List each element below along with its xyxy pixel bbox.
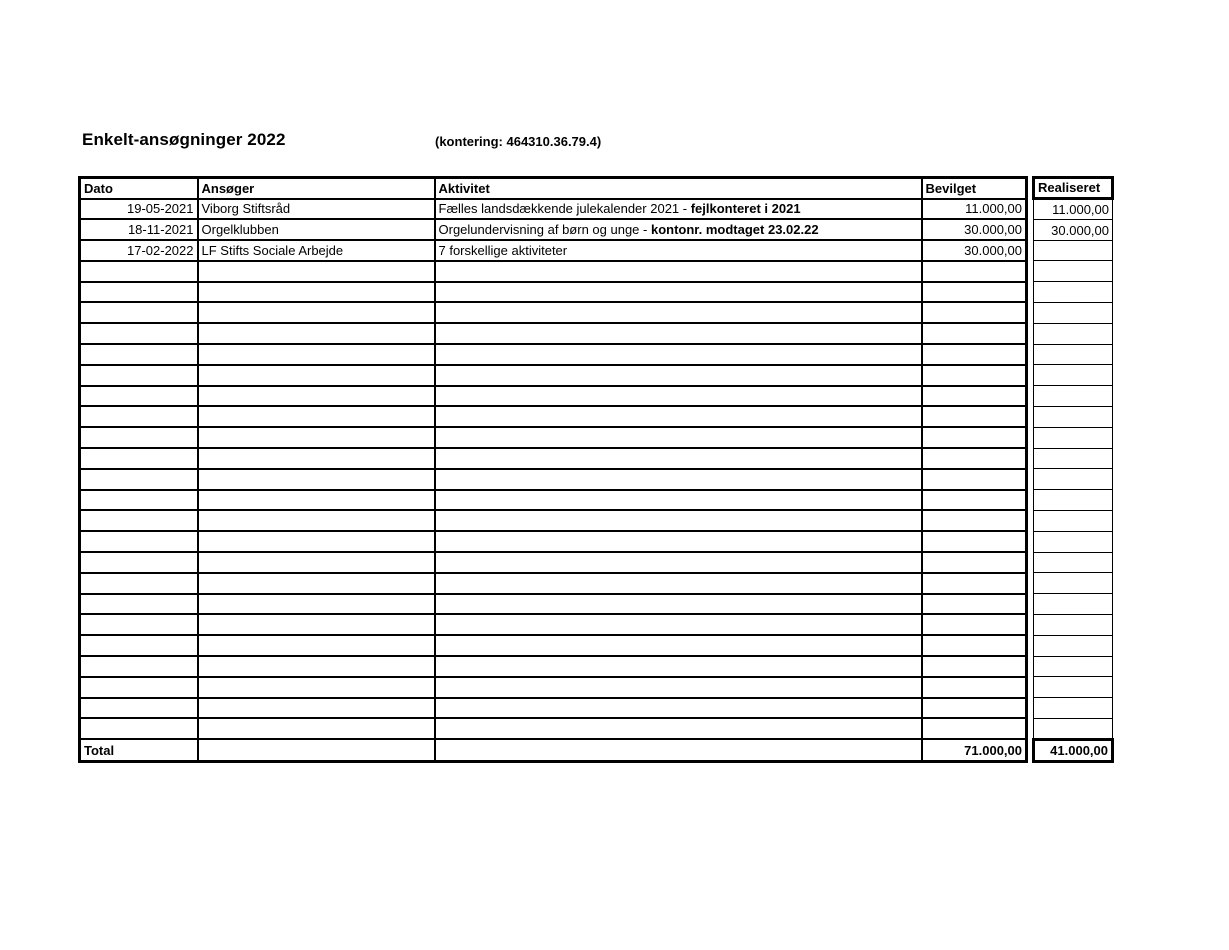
cell-realiseret	[1034, 718, 1113, 739]
empty-row	[80, 386, 1027, 407]
empty-row	[1034, 406, 1113, 427]
empty-row	[1034, 573, 1113, 594]
cell-aktivitet	[435, 240, 922, 261]
table-row	[80, 199, 1027, 220]
cell-bevilget	[922, 323, 1027, 344]
cell-bevilget	[922, 698, 1027, 719]
cell-ansoger	[198, 469, 435, 490]
total-ansoger-empty	[198, 739, 435, 762]
cell-realiseret	[1034, 698, 1113, 719]
cell-bevilget	[922, 531, 1027, 552]
empty-row	[1034, 718, 1113, 739]
cell-ansoger	[198, 552, 435, 573]
aktivitet-note-bold: fejlkonteret i 2021	[690, 201, 801, 217]
empty-row	[1034, 656, 1113, 677]
cell-aktivitet	[435, 510, 922, 531]
cell-ansoger	[198, 490, 435, 511]
empty-row	[1034, 490, 1113, 511]
cell-bevilget	[922, 552, 1027, 573]
cell-aktivitet	[435, 406, 922, 427]
cell-aktivitet	[435, 282, 922, 303]
cell-dato	[80, 490, 198, 511]
empty-row	[1034, 677, 1113, 698]
cell-aktivitet	[435, 386, 922, 407]
cell-aktivitet	[435, 531, 922, 552]
cell-realiseret	[1034, 635, 1113, 656]
cell-ansoger	[198, 448, 435, 469]
cell-ansoger	[198, 406, 435, 427]
empty-row	[1034, 344, 1113, 365]
aktivitet-text: Orgelundervisning af børn og unge -	[438, 222, 651, 238]
header-bevilget: Bevilget	[922, 178, 1027, 199]
total-row	[1034, 739, 1113, 762]
cell-bevilget	[922, 406, 1027, 427]
cell-aktivitet	[435, 448, 922, 469]
cell-bevilget	[922, 573, 1027, 594]
cell-bevilget	[922, 490, 1027, 511]
empty-row	[1034, 635, 1113, 656]
empty-row	[80, 573, 1027, 594]
empty-row	[80, 448, 1027, 469]
cell-aktivitet	[435, 490, 922, 511]
cell-ansoger	[198, 718, 435, 739]
empty-row	[80, 469, 1027, 490]
header-dato: Dato	[80, 178, 198, 199]
cell-dato: 18-11-2021	[80, 219, 198, 240]
cell-aktivitet	[435, 427, 922, 448]
empty-row	[1034, 323, 1113, 344]
cell-dato	[80, 635, 198, 656]
cell-bevilget	[922, 594, 1027, 615]
cell-ansoger	[198, 302, 435, 323]
cell-realiseret	[1034, 406, 1113, 427]
empty-row	[1034, 594, 1113, 615]
cell-ansoger: LF Stifts Sociale Arbejde	[198, 240, 435, 261]
empty-row	[80, 677, 1027, 698]
cell-dato	[80, 698, 198, 719]
cell-dato	[80, 677, 198, 698]
cell-dato	[80, 323, 198, 344]
cell-realiseret	[1034, 469, 1113, 490]
main-table	[78, 176, 1028, 763]
cell-ansoger	[198, 573, 435, 594]
empty-row	[80, 656, 1027, 677]
cell-aktivitet	[435, 656, 922, 677]
cell-bevilget	[922, 302, 1027, 323]
empty-row	[80, 427, 1027, 448]
cell-realiseret	[1034, 677, 1113, 698]
cell-bevilget	[922, 427, 1027, 448]
cell-realiseret	[1034, 573, 1113, 594]
cell-ansoger	[198, 677, 435, 698]
total-realiseret: 41.000,00	[1034, 739, 1113, 762]
cell-bevilget	[922, 282, 1027, 303]
cell-realiseret	[1034, 344, 1113, 365]
empty-row	[80, 718, 1027, 739]
cell-aktivitet	[435, 552, 922, 573]
cell-aktivitet	[435, 219, 922, 240]
cell-bevilget	[922, 510, 1027, 531]
total-label: Total	[80, 739, 198, 762]
page-title: Enkelt-ansøgninger 2022	[82, 130, 286, 149]
empty-row	[80, 531, 1027, 552]
empty-row	[1034, 698, 1113, 719]
empty-row	[80, 698, 1027, 719]
cell-bevilget	[922, 365, 1027, 386]
empty-row	[1034, 427, 1113, 448]
table-row	[80, 240, 1027, 261]
cell-dato	[80, 365, 198, 386]
cell-realiseret	[1034, 386, 1113, 407]
cell-dato	[80, 386, 198, 407]
empty-row	[80, 614, 1027, 635]
cell-realiseret	[1034, 490, 1113, 511]
cell-dato	[80, 448, 198, 469]
cell-aktivitet	[435, 573, 922, 594]
empty-row	[80, 302, 1027, 323]
empty-row	[1034, 365, 1113, 386]
empty-row	[1034, 282, 1113, 303]
empty-row	[80, 510, 1027, 531]
cell-realiseret	[1034, 427, 1113, 448]
cell-ansoger	[198, 656, 435, 677]
header-realiseret: Realiseret	[1034, 178, 1113, 199]
cell-aktivitet	[435, 323, 922, 344]
cell-ansoger	[198, 698, 435, 719]
aktivitet-text: 7 forskellige aktiviteter	[438, 242, 568, 258]
cell-ansoger	[198, 365, 435, 386]
empty-row	[1034, 448, 1113, 469]
cell-dato	[80, 510, 198, 531]
total-row	[80, 739, 1027, 762]
cell-aktivitet	[435, 614, 922, 635]
empty-row	[1034, 510, 1113, 531]
cell-ansoger	[198, 386, 435, 407]
empty-row	[80, 552, 1027, 573]
empty-row	[1034, 614, 1113, 635]
cell-ansoger	[198, 510, 435, 531]
cell-bevilget: 30.000,00	[922, 240, 1027, 261]
cell-realiseret	[1034, 302, 1113, 323]
cell-ansoger	[198, 531, 435, 552]
cell-ansoger	[198, 344, 435, 365]
cell-bevilget	[922, 386, 1027, 407]
cell-bevilget	[922, 656, 1027, 677]
cell-realiseret	[1034, 365, 1113, 386]
cell-dato	[80, 261, 198, 282]
cell-aktivitet	[435, 302, 922, 323]
cell-dato	[80, 573, 198, 594]
cell-aktivitet	[435, 365, 922, 386]
cell-ansoger	[198, 282, 435, 303]
cell-realiseret	[1034, 552, 1113, 573]
cell-ansoger	[198, 323, 435, 344]
cell-bevilget	[922, 718, 1027, 739]
cell-bevilget	[922, 677, 1027, 698]
empty-row	[80, 365, 1027, 386]
empty-row	[80, 635, 1027, 656]
cell-bevilget	[922, 469, 1027, 490]
aktivitet-note-bold: kontonr. modtaget 23.02.22	[650, 222, 819, 238]
empty-row	[1034, 386, 1113, 407]
header-row	[1034, 178, 1113, 199]
empty-row	[1034, 302, 1113, 323]
cell-dato	[80, 344, 198, 365]
cell-dato	[80, 406, 198, 427]
empty-row	[1034, 469, 1113, 490]
header-ansoger: Ansøger	[198, 178, 435, 199]
cell-dato	[80, 427, 198, 448]
cell-realiseret	[1034, 240, 1113, 261]
cell-dato	[80, 656, 198, 677]
empty-row	[1034, 531, 1113, 552]
cell-dato	[80, 614, 198, 635]
cell-ansoger	[198, 261, 435, 282]
cell-realiseret	[1034, 510, 1113, 531]
cell-dato	[80, 718, 198, 739]
cell-bevilget	[922, 344, 1027, 365]
cell-dato	[80, 552, 198, 573]
empty-row	[80, 261, 1027, 282]
title-row	[78, 130, 1229, 152]
header-aktivitet: Aktivitet	[435, 178, 922, 199]
cell-ansoger: Orgelklubben	[198, 219, 435, 240]
cell-aktivitet	[435, 344, 922, 365]
cell-ansoger	[198, 614, 435, 635]
empty-row	[80, 406, 1027, 427]
cell-dato	[80, 282, 198, 303]
table-row	[1034, 199, 1113, 220]
table-row	[1034, 219, 1113, 240]
cell-bevilget: 11.000,00	[922, 199, 1027, 220]
cell-aktivitet	[435, 261, 922, 282]
table-row	[1034, 240, 1113, 261]
cell-aktivitet	[435, 677, 922, 698]
realiseret-table	[1032, 176, 1114, 763]
cell-aktivitet	[435, 469, 922, 490]
cell-realiseret	[1034, 448, 1113, 469]
aktivitet-text: Fælles landsdækkende julekalender 2021 -	[438, 201, 691, 217]
cell-ansoger	[198, 594, 435, 615]
cell-dato: 17-02-2022	[80, 240, 198, 261]
cell-realiseret: 11.000,00	[1034, 199, 1113, 220]
empty-row	[80, 490, 1027, 511]
cell-dato	[80, 531, 198, 552]
cell-realiseret	[1034, 282, 1113, 303]
empty-row	[80, 344, 1027, 365]
cell-aktivitet	[435, 635, 922, 656]
cell-realiseret	[1034, 656, 1113, 677]
cell-aktivitet	[435, 199, 922, 220]
cell-bevilget	[922, 261, 1027, 282]
total-aktivitet-empty	[435, 739, 922, 762]
cell-bevilget: 30.000,00	[922, 219, 1027, 240]
cell-ansoger	[198, 427, 435, 448]
cell-aktivitet	[435, 698, 922, 719]
cell-bevilget	[922, 448, 1027, 469]
cell-realiseret	[1034, 323, 1113, 344]
cell-realiseret	[1034, 594, 1113, 615]
cell-dato	[80, 302, 198, 323]
empty-row	[1034, 261, 1113, 282]
cell-realiseret	[1034, 614, 1113, 635]
cell-bevilget	[922, 635, 1027, 656]
cell-dato: 19-05-2021	[80, 199, 198, 220]
cell-ansoger	[198, 635, 435, 656]
table-row	[80, 219, 1027, 240]
header-row	[80, 178, 1027, 199]
cell-bevilget	[922, 614, 1027, 635]
empty-row	[80, 594, 1027, 615]
cell-realiseret	[1034, 261, 1113, 282]
empty-row	[80, 282, 1027, 303]
empty-row	[80, 323, 1027, 344]
cell-realiseret: 30.000,00	[1034, 219, 1113, 240]
kontering-note: (kontering: 464310.36.79.4)	[435, 134, 602, 149]
cell-aktivitet	[435, 718, 922, 739]
total-bevilget: 71.000,00	[922, 739, 1027, 762]
cell-dato	[80, 469, 198, 490]
cell-ansoger: Viborg Stiftsråd	[198, 199, 435, 220]
empty-row	[1034, 552, 1113, 573]
cell-aktivitet	[435, 594, 922, 615]
cell-dato	[80, 594, 198, 615]
cell-realiseret	[1034, 531, 1113, 552]
table-area	[78, 176, 1229, 763]
